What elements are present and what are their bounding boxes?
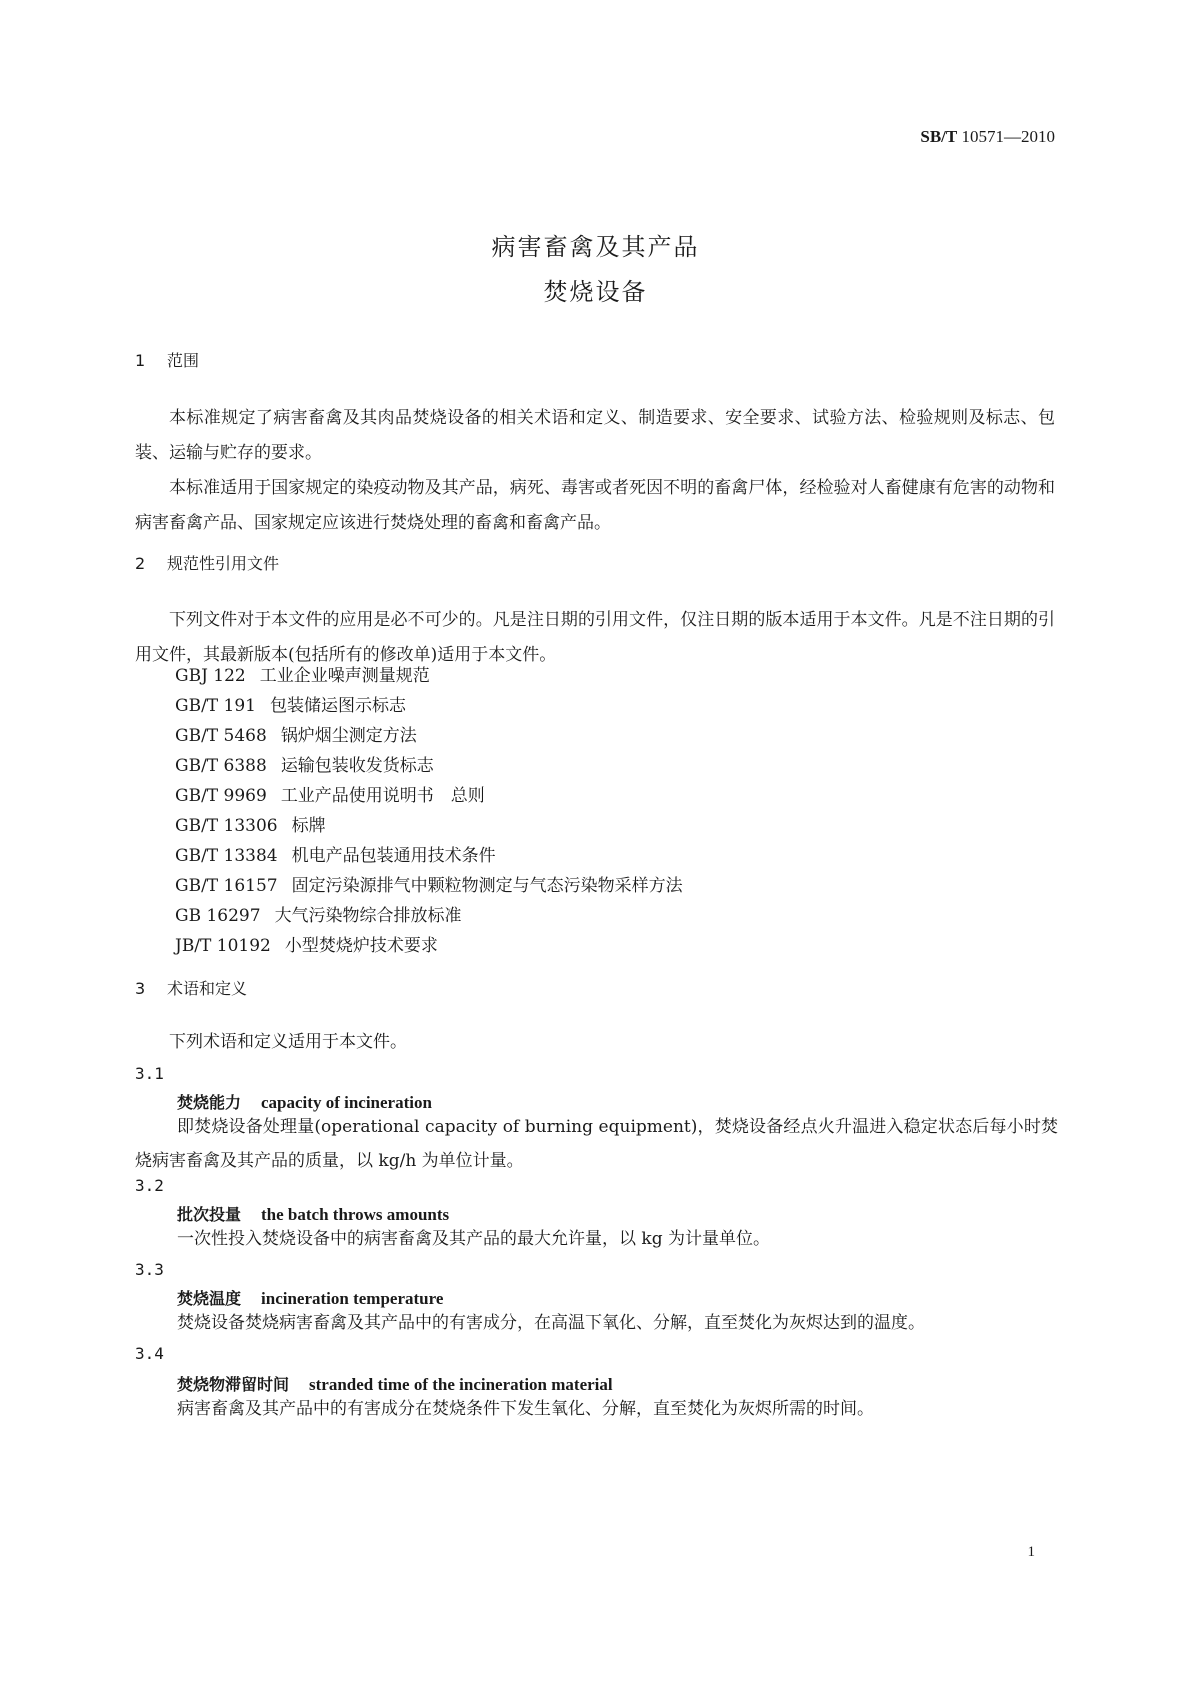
ref-title: 大气污染物综合排放标准 bbox=[274, 906, 462, 926]
ref-code: GB/T 191 bbox=[175, 696, 256, 716]
clause-number: 3.3 bbox=[135, 1260, 164, 1279]
term-definition bbox=[135, 1222, 1058, 1256]
ref-title: 标牌 bbox=[291, 816, 326, 836]
ref-code: GB/T 13384 bbox=[175, 846, 278, 866]
term-zh: 焚烧温度 bbox=[177, 1289, 242, 1308]
ref-title: 锅炉烟尘测定方法 bbox=[280, 726, 417, 746]
clause-number: 3.2 bbox=[135, 1176, 164, 1195]
paragraph: 本标准适用于国家规定的染疫动物及其产品，病死、毒害或者死因不明的畜禽尸体，经检验对人畜健康有危害的动物和病害畜禽产品、国家规定应该进行焚烧处理的畜禽和畜禽产品。 bbox=[135, 478, 1055, 533]
list-item bbox=[175, 691, 683, 721]
term-definition bbox=[135, 1110, 1058, 1178]
paragraph: 一次性投入焚烧设备中的病害畜禽及其产品的最大允许量，以 kg 为计量单位。 bbox=[177, 1229, 770, 1249]
term-zh: 焚烧能力 bbox=[177, 1093, 242, 1112]
document-title-line1: 病害畜禽及其产品 bbox=[491, 233, 700, 261]
term-en: the batch throws amounts bbox=[261, 1205, 450, 1224]
standard-code-prefix: SB/T bbox=[920, 127, 958, 146]
paragraph: 本标准规定了病害畜禽及其肉品焚烧设备的相关术语和定义、制造要求、安全要求、试验方法、检验规则及标志、包装、运输与贮存的要求。 bbox=[135, 408, 1055, 463]
section-number: 2 bbox=[135, 554, 146, 573]
paragraph: 病害畜禽及其产品中的有害成分在焚烧条件下发生氧化、分解，直至焚化为灰烬所需的时间。 bbox=[177, 1399, 874, 1419]
ref-code: GB/T 5468 bbox=[175, 726, 267, 746]
ref-code: GB/T 13306 bbox=[175, 816, 278, 836]
standard-code bbox=[920, 127, 1055, 147]
term-definition bbox=[135, 1392, 1058, 1426]
list-item bbox=[175, 661, 683, 691]
list-item bbox=[175, 751, 683, 781]
list-item bbox=[175, 841, 683, 871]
paragraph: 下列术语和定义适用于本文件。 bbox=[169, 1032, 407, 1052]
paragraph: 即焚烧设备处理量(operational capacity of burning equipment)，焚烧设备经点火升温进入稳定状态后每小时焚烧病害畜禽及其产品的质量，以 kg/h 为单位计量。 bbox=[135, 1117, 1058, 1171]
section-number: 3 bbox=[135, 979, 146, 998]
paragraph: 焚烧设备焚烧病害畜禽及其产品中的有害成分，在高温下氧化、分解，直至焚化为灰烬达到的温度。 bbox=[177, 1313, 925, 1333]
section-title: 术语和定义 bbox=[167, 979, 248, 998]
term-en: capacity of incineration bbox=[261, 1093, 432, 1112]
term-zh: 批次投量 bbox=[177, 1205, 242, 1224]
ref-title: 工业企业噪声测量规范 bbox=[259, 666, 430, 686]
standard-code-number: 10571—2010 bbox=[961, 127, 1055, 146]
section-number: 1 bbox=[135, 351, 146, 370]
term-zh: 焚烧物滞留时间 bbox=[177, 1375, 290, 1394]
ref-code: GB/T 6388 bbox=[175, 756, 267, 776]
ref-code: GB 16297 bbox=[175, 906, 261, 926]
clause-number: 3.1 bbox=[135, 1064, 164, 1083]
list-item bbox=[175, 901, 683, 931]
term-en: incineration temperature bbox=[261, 1289, 444, 1308]
ref-title: 小型焚烧炉技术要求 bbox=[284, 936, 438, 956]
ref-title: 工业产品使用说明书 总则 bbox=[280, 786, 485, 806]
ref-code: GBJ 122 bbox=[175, 666, 246, 686]
term-en: stranded time of the incineration material bbox=[309, 1375, 613, 1394]
section-3-intro bbox=[135, 1025, 1055, 1060]
list-item bbox=[175, 871, 683, 901]
ref-code: GB/T 9969 bbox=[175, 786, 267, 806]
section-1-body bbox=[135, 401, 1055, 541]
ref-title: 固定污染源排气中颗粒物测定与气态污染物采样方法 bbox=[291, 876, 683, 896]
list-item bbox=[175, 811, 683, 841]
paragraph: 下列文件对于本文件的应用是必不可少的。凡是注日期的引用文件，仅注日期的版本适用于本文件。凡是不注日期的引用文件，其最新版本(包括所有的修改单)适用于本文件。 bbox=[135, 610, 1055, 665]
reference-list bbox=[175, 661, 683, 961]
ref-code: GB/T 16157 bbox=[175, 876, 278, 896]
section-2-heading bbox=[135, 551, 279, 574]
page-number: 1 bbox=[1027, 1544, 1035, 1560]
section-title: 范围 bbox=[167, 351, 200, 370]
clause-number: 3.4 bbox=[135, 1344, 164, 1363]
section-3-heading bbox=[135, 976, 247, 999]
list-item bbox=[175, 781, 683, 811]
ref-title: 包装储运图示标志 bbox=[270, 696, 406, 716]
section-1-heading bbox=[135, 348, 199, 371]
document-title-line2: 焚烧设备 bbox=[543, 278, 648, 306]
ref-code: JB/T 10192 bbox=[175, 936, 271, 956]
ref-title: 机电产品包装通用技术条件 bbox=[291, 846, 496, 866]
list-item bbox=[175, 931, 683, 961]
term-definition bbox=[135, 1306, 1058, 1340]
ref-title: 运输包装收发货标志 bbox=[280, 756, 434, 776]
section-title: 规范性引用文件 bbox=[167, 554, 280, 573]
list-item bbox=[175, 721, 683, 751]
